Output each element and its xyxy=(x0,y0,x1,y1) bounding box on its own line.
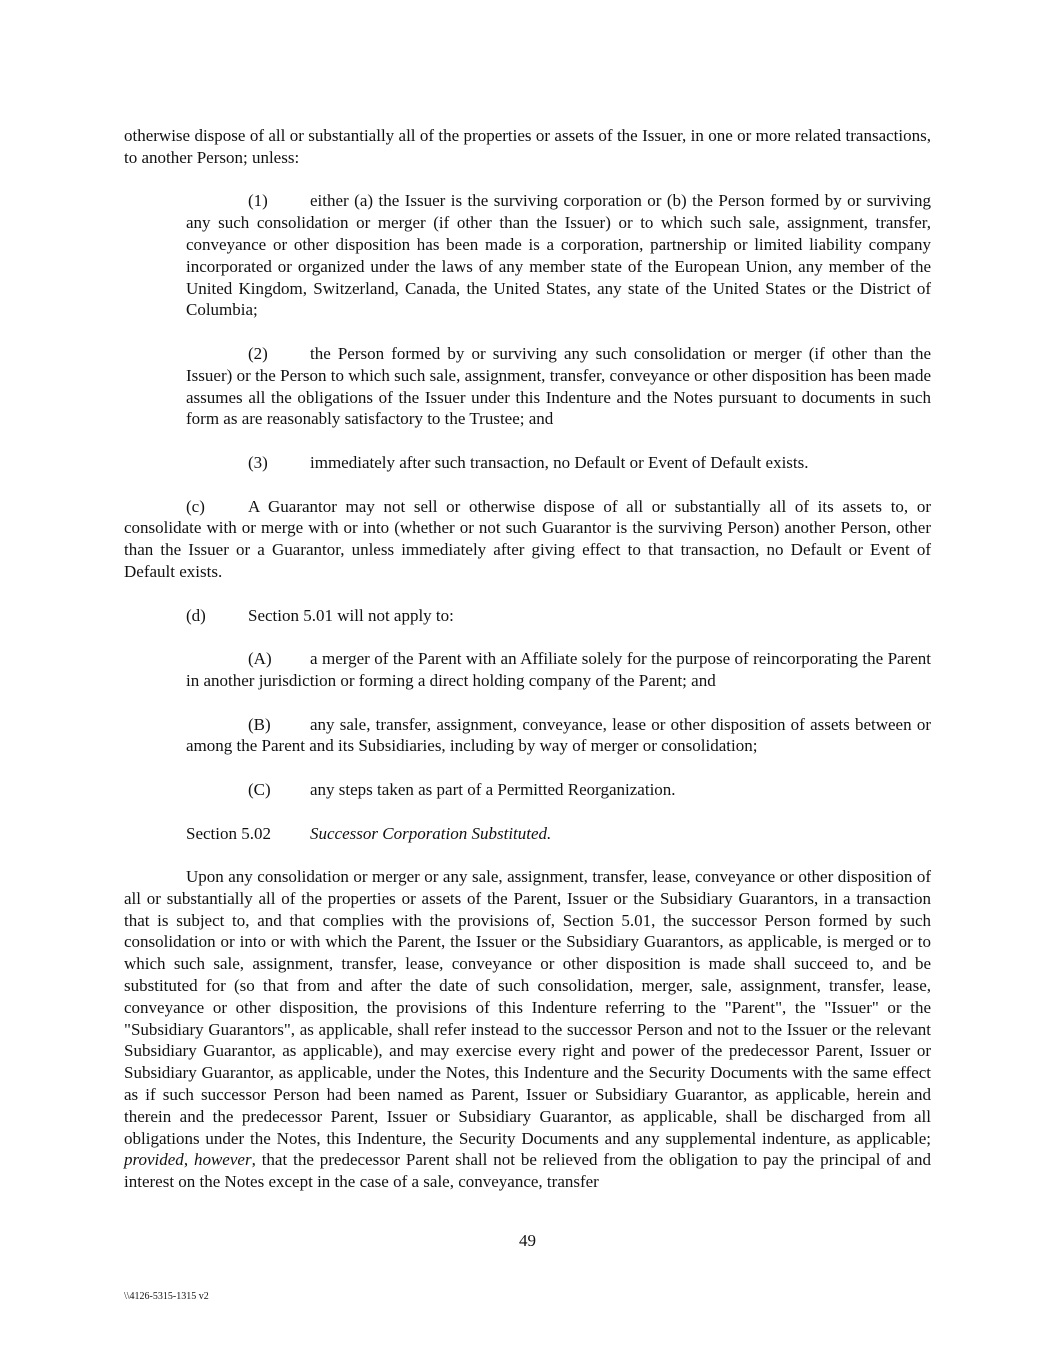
condition-1 xyxy=(186,190,931,321)
page-number: 49 xyxy=(519,1231,536,1250)
exception-a-text: a merger of the Parent with an Affiliate solely for the purpose of reincorporating the Parent in another jurisdiction or forming a direct holding company of the Parent; and xyxy=(186,649,931,690)
section-heading xyxy=(186,823,931,845)
condition-3-number: (3) xyxy=(248,452,268,472)
however-term: however xyxy=(193,1150,252,1170)
paragraph-d-text: Section 5.01 will not apply to: xyxy=(248,605,454,625)
condition-2 xyxy=(186,343,931,430)
exception-b-text: any sale, transfer, assignment, conveyance, lease or other disposition of assets between or among the Parent and its Subsidiaries, including by way of merger or consolidation; xyxy=(186,714,931,756)
condition-1-text: either (a) the Issuer is the surviving corporation or (b) the Person formed by or surviving any such consolidation or merger (if other than the Issuer) or to which such sale, assignment, transfer, conveyance or other disposition has been made is a corporation, partnership or limited liability company incorporated or organized under the laws of any member state of the European Union, any member of the United Kingdom, Switzerland, Canada, the United States, any state of the United States or the District of Columbia; xyxy=(186,191,931,320)
section-title: Successor Corporation Substituted. xyxy=(310,823,552,843)
page-body xyxy=(124,125,931,1193)
exception-b xyxy=(186,714,931,758)
paragraph-c xyxy=(124,496,931,583)
paragraph-c-number: (c) xyxy=(186,496,205,516)
exception-b-number: (B) xyxy=(248,714,271,734)
provided-term: provided xyxy=(124,1150,184,1170)
paragraph-d-number: (d) xyxy=(186,605,206,625)
exception-c xyxy=(186,779,931,801)
condition-3-text: immediately after such transaction, no Default or Event of Default exists. xyxy=(310,452,809,472)
intro-paragraph: otherwise dispose of all or substantially all of the properties or assets of the Issuer, in one or more related transactions, to another Person; unless: xyxy=(124,126,931,167)
condition-3 xyxy=(186,452,931,474)
document-id: \\4126-5315-1315 v2 xyxy=(124,1291,209,1302)
exception-a-number: (A) xyxy=(248,649,272,669)
exception-c-number: (C) xyxy=(248,779,271,799)
condition-1-number: (1) xyxy=(248,191,268,211)
paragraph-d xyxy=(124,605,931,627)
final-paragraph-part2: , that the predecessor Parent shall not be relieved from the obligation to pay the principal of and interest on the Notes except in the case of a sale, conveyance, transfer xyxy=(124,1150,932,1192)
condition-2-text: the Person formed by or surviving any such consolidation or merger (if other than the Issuer) or the Person to which such sale, assignment, transfer, conveyance or other disposition has been made assumes all the obligations of the Issuer under this Indenture and the Notes pursuant to documents in such form as are reasonably satisfactory to the Trustee; and xyxy=(186,343,931,429)
comma-separator: , xyxy=(183,1150,189,1170)
exception-c-text: any steps taken as part of a Permitted Reorganization. xyxy=(310,779,676,799)
section-number: Section 5.02 xyxy=(186,823,271,843)
exception-a xyxy=(186,648,931,692)
condition-2-number: (2) xyxy=(248,343,268,363)
paragraph-c-text: A Guarantor may not sell or otherwise dispose of all or substantially all of its assets to, or consolidate with or merge with or into (whether or not such Guarantor is the surviving Person) another Person, other than the Issuer or a Guarantor, unless immediately after giving effect to that transaction, no Default or Event of Default exists. xyxy=(124,496,931,581)
final-paragraph-part1: Upon any consolidation or merger or any sale, assignment, transfer, lease, conveyance or other disposition of all or substantially all of the properties or assets of the Parent, Issuer or the Subsidiary Guarantors, in a transaction that is subject to, and that complies with the provisions of, Section 5.01, the successor Person formed by such consolidation or into or with which the Parent, the Issuer or the Subsidiary Guarantors, as applicable, is merged or to which such sale, assignment, transfer, lease, conveyance or other disposition is made shall succeed to, and be substituted for (so that from and after the date of such consolidation, merger, sale, assignment, transfer, lease, conveyance or other disposition, the provisions of this Indenture referring to the "Parent", the "Issuer" or the "Subsidiary Guarantors", as applicable, shall refer instead to the successor Person and not to the Issuer or the relevant Subsidiary Guarantor, as applicable), and may exercise every right and power of the predecessor Parent, Issuer or Subsidiary Guarantor, as applicable, under the Notes, this Indenture and the Security Documents with the same effect as if such successor Person had been named as Parent, Issuer or Subsidiary Guarantor, as applicable, herein and therein and the predecessor Parent, Issuer or Subsidiary Guarantor, as applicable, shall be discharged from all obligations under the Notes, this Indenture, the Security Documents and any supplemental indenture, as applicable; xyxy=(124,867,931,1148)
final-paragraph xyxy=(124,866,931,1193)
